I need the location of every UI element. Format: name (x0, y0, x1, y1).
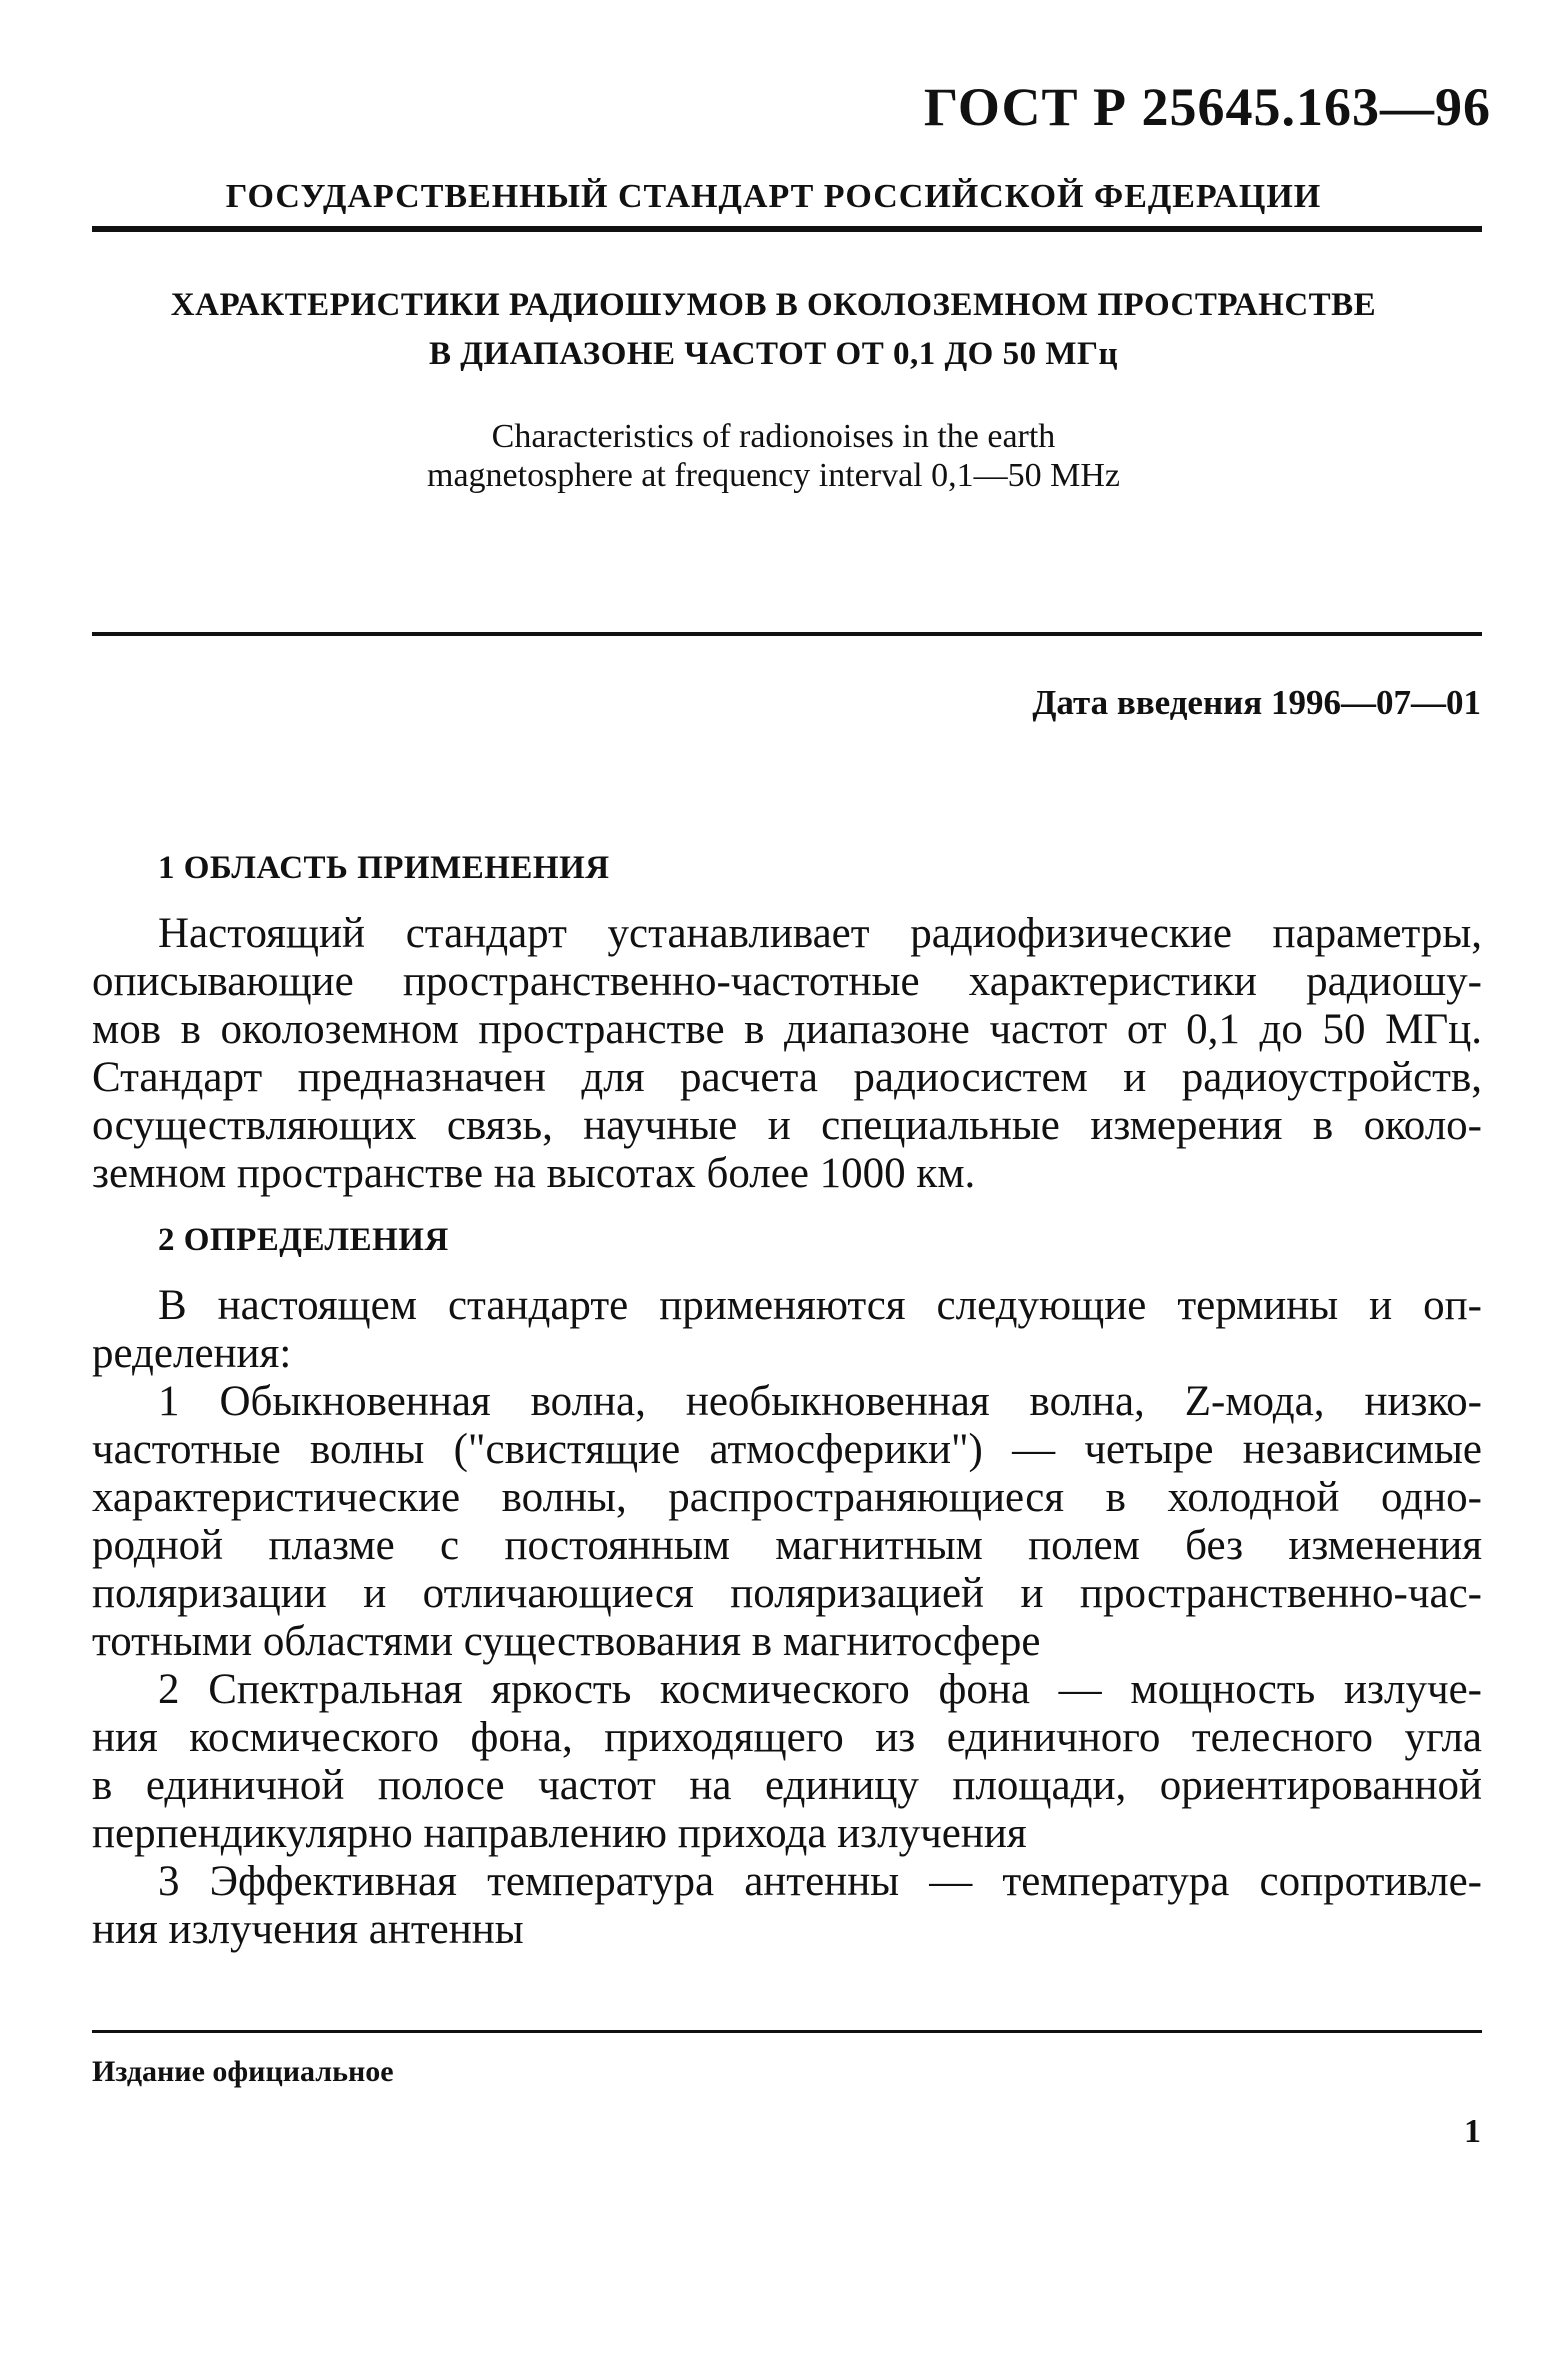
text-line: В настоящем стандарте применяются следующие термины и оп- (158, 1282, 1482, 1329)
text-line: земном пространстве на высотах более 1000 км. (92, 1150, 976, 1197)
text-line: родной плазме с постоянным магнитным полем без изменения (92, 1522, 1482, 1569)
definition-2 (92, 1666, 1482, 1858)
english-title-line-2: magnetosphere at frequency interval 0,1—50 MHz (427, 457, 1120, 494)
text-line: описывающие пространственно-частотные характеристики радиошу- (92, 958, 1482, 1005)
text-line: ния космического фона, приходящего из единичного телесного угла (92, 1714, 1482, 1761)
text-line: Стандарт предназначен для расчета радиосистем и радиоустройств, (92, 1054, 1482, 1101)
text-line: в единичной полосе частот на единицу площади, ориентированной (92, 1762, 1482, 1809)
definition-3 (92, 1858, 1482, 1954)
text-line: поляризации и отличающиеся поляризацией и пространственно-час- (92, 1570, 1482, 1617)
text-line: ределения: (92, 1330, 292, 1377)
section-1-text (92, 910, 1482, 1198)
edition-label: Издание официальное (92, 2055, 394, 2088)
definition-1 (92, 1378, 1482, 1666)
page-number: 1 (1464, 2113, 1481, 2150)
english-title-line-1: Characteristics of radionoises in the earth (491, 418, 1056, 455)
text-line: перпендикулярно направлению прихода излучения (92, 1810, 1027, 1857)
text-line: осуществляющих связь, научные и специальные измерения в около- (92, 1102, 1482, 1149)
footer-rule (92, 2030, 1482, 2033)
text-line: мов в околоземном пространстве в диапазоне частот от 0,1 до 50 МГц. (92, 1006, 1482, 1053)
text-line: характеристические волны, распространяющиеся в холодной одно- (92, 1474, 1482, 1521)
title-line-1: ХАРАКТЕРИСТИКИ РАДИОШУМОВ В ОКОЛОЗЕМНОМ ПРОСТРАНСТВЕ (170, 287, 1377, 323)
header-organization: ГОСУДАРСТВЕННЫЙ СТАНДАРТ РОССИЙСКОЙ ФЕДЕРАЦИИ (225, 178, 1322, 215)
text-line: ния излучения антенны (92, 1906, 524, 1953)
text-line: частотные волны ("свистящие атмосферики") — четыре независимые (92, 1426, 1482, 1473)
introduction-date: Дата введения 1996—07—01 (1032, 683, 1481, 722)
section-2-intro (92, 1282, 1482, 1378)
section-2-heading: 2 ОПРЕДЕЛЕНИЯ (158, 1222, 449, 1258)
title-rule (92, 632, 1482, 636)
standard-number: ГОСТ Р 25645.163—96 (923, 77, 1491, 137)
title-line-2: В ДИАПАЗОНЕ ЧАСТОТ ОТ 0,1 ДО 50 МГц (428, 336, 1119, 372)
text-line: 3 Эффективная температура антенны — температура сопротивле- (158, 1858, 1482, 1905)
text-line: тотными областями существования в магнитосфере (92, 1618, 1041, 1665)
header-rule (92, 226, 1482, 232)
text-line: 1 Обыкновенная волна, необыкновенная волна, Z-мода, низко- (158, 1378, 1482, 1425)
text-line: 2 Спектральная яркость космического фона — мощность излуче- (158, 1666, 1482, 1713)
text-line: Настоящий стандарт устанавливает радиофизические параметры, (158, 910, 1482, 957)
section-1-heading: 1 ОБЛАСТЬ ПРИМЕНЕНИЯ (158, 850, 610, 886)
